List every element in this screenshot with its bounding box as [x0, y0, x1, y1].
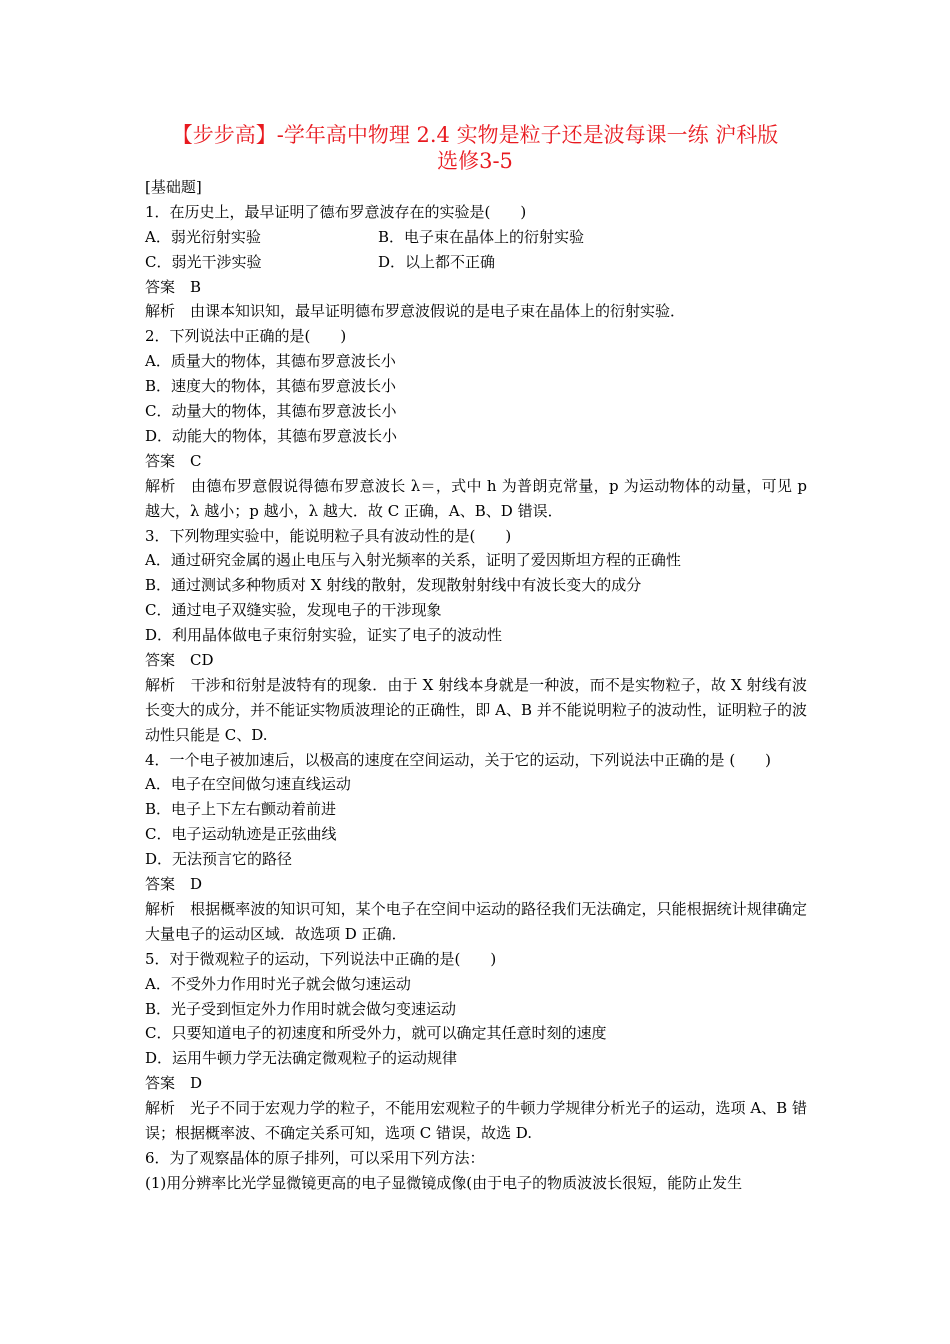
question-3-option-a: A．通过研究金属的遏止电压与入射光频率的关系，证明了爱因斯坦方程的正确性: [145, 551, 681, 570]
question-1-options-row-2: [145, 250, 807, 275]
analysis-text: 干涉和衍射是波特有的现象．由于 X 射线本身就是一种波，而不是实物粒子，故 X 射线有波长变大的成分，并不能证实物质波理论的正确性，即 A、B 并不能说明粒子的波动性，证明粒子的波动性只能是 C、D.: [145, 675, 807, 744]
question-1-option-c: C．弱光干涉实验: [145, 252, 262, 271]
question-2-option-c: C．动量大的物体，其德布罗意波长小: [145, 402, 397, 421]
question-5-answer: [145, 1071, 807, 1096]
question-4-option-b: B．电子上下左右颤动着前进: [145, 800, 337, 819]
section-heading: [基础题]: [145, 178, 202, 196]
question-5-option-a: A．不受外力作用时光子就会做匀速运动: [145, 974, 411, 993]
question-5-option-d: D．运用牛顿力学无法确定微观粒子的运动规律: [145, 1049, 458, 1068]
question-3-stem: 3．下列物理实验中，能说明粒子具有波动性的是( ): [145, 526, 512, 545]
question-4-answer: [145, 872, 807, 897]
question-4-option-d: D．无法预言它的路径: [145, 850, 293, 869]
answer-value: C: [190, 451, 202, 470]
question-1-options-row-1: [145, 225, 807, 250]
analysis-label: 解析: [145, 1099, 176, 1118]
question-5-option-c: C．只要知道电子的初速度和所受外力，就可以确定其任意时刻的速度: [145, 1024, 607, 1043]
title-line-2: 选修3-5: [437, 149, 513, 173]
question-1-stem: 1．在历史上，最早证明了德布罗意波存在的实验是( ): [145, 202, 527, 221]
analysis-label: 解析: [145, 302, 176, 321]
question-5-stem: 5．对于微观粒子的运动，下列说法中正确的是( ): [145, 949, 497, 968]
question-2-option-a: A．质量大的物体，其德布罗意波长小: [145, 352, 396, 371]
question-4-analysis: [145, 897, 807, 947]
question-1-option-b: B．电子束在晶体上的衍射实验: [378, 227, 585, 246]
question-2-option-d: D．动能大的物体，其德布罗意波长小: [145, 426, 398, 445]
title-line-1: 【步步高】-学年高中物理 2.4 实物是粒子还是波每课一练 沪科版: [171, 123, 779, 147]
question-3-option-b: B．通过测试多种物质对 X 射线的散射，发现散射射线中有波长变大的成分: [145, 576, 642, 595]
analysis-label: 解析: [145, 476, 176, 495]
question-1-answer: [145, 275, 807, 300]
answer-label: 答案: [145, 277, 176, 296]
question-4-option-c: C．电子运动轨迹是正弦曲线: [145, 825, 337, 844]
question-4-stem: 4．一个电子被加速后，以极高的速度在空间运动，关于它的运动，下列说法中正确的是 ( ): [145, 750, 772, 769]
question-5-analysis: [145, 1096, 807, 1146]
document-body: [145, 175, 807, 1196]
analysis-label: 解析: [145, 675, 176, 694]
question-4-option-a: A．电子在空间做匀速直线运动: [145, 775, 351, 794]
question-6-stem: 6．为了观察晶体的原子排列，可以采用下列方法：: [145, 1148, 485, 1167]
analysis-text: 根据概率波的知识可知，某个电子在空间中运动的路径我们无法确定，只能根据统计规律确定大量电子的运动区域．故选项 D 正确．: [145, 899, 807, 943]
question-1-option-d: D．以上都不正确: [378, 252, 496, 271]
answer-label: 答案: [145, 875, 176, 894]
answer-value: D: [190, 1074, 203, 1093]
question-3-answer: [145, 648, 807, 673]
answer-label: 答案: [145, 650, 176, 669]
document-title: [100, 122, 850, 174]
analysis-text: 由课本知识知，最早证明德布罗意波假说的是电子束在晶体上的衍射实验．: [190, 302, 686, 321]
question-1-option-a: A．弱光衍射实验: [145, 227, 261, 246]
analysis-text: 由德布罗意假说得德布罗意波长 λ＝，式中 h 为普朗克常量，p 为运动物体的动量，可见 p 越大，λ 越小；p 越小，λ 越大．故 C 正确，A、B、D 错误．: [145, 476, 807, 520]
analysis-label: 解析: [145, 899, 176, 918]
answer-label: 答案: [145, 1074, 176, 1093]
question-2-answer: [145, 449, 807, 474]
question-2-option-b: B．速度大的物体，其德布罗意波长小: [145, 377, 397, 396]
analysis-text: 光子不同于宏观力学的粒子，不能用宏观粒子的牛顿力学规律分析光子的运动，选项 A、B 错误；根据概率波、不确定关系可知，选项 C 错误，故选 D.: [145, 1099, 807, 1142]
answer-value: B: [190, 277, 202, 296]
question-3-option-c: C．通过电子双缝实验，发现电子的干涉现象: [145, 601, 442, 620]
question-3-option-d: D．利用晶体做电子束衍射实验，证实了电子的波动性: [145, 626, 503, 645]
question-1-analysis: [145, 299, 807, 324]
answer-value: D: [190, 875, 203, 894]
question-6-item-1: (1)用分辨率比光学显微镜更高的电子显微镜成像(由于电子的物质波波长很短，能防止发生: [145, 1173, 743, 1192]
question-2-stem: 2．下列说法中正确的是( ): [145, 327, 347, 346]
answer-label: 答案: [145, 451, 176, 470]
question-3-analysis: [145, 673, 807, 748]
question-5-option-b: B．光子受到恒定外力作用时就会做匀变速运动: [145, 999, 457, 1018]
question-2-analysis: [145, 474, 807, 524]
answer-value: CD: [190, 650, 214, 669]
